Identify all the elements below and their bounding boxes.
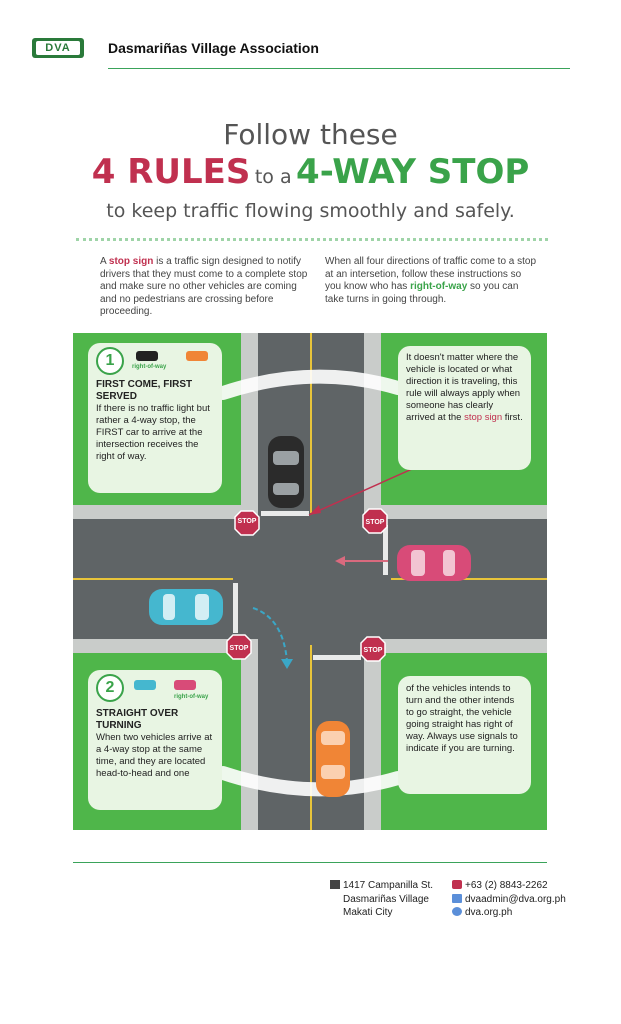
intro-left <box>100 256 312 319</box>
car-orange-south <box>316 721 350 797</box>
rule2-pink-car-badge <box>174 680 196 690</box>
phone-number: +63 (2) 8843-2262 <box>465 880 548 891</box>
intro-left-bold: stop sign <box>108 256 154 267</box>
footer-divider <box>73 862 547 863</box>
title-rules: 4 RULES <box>91 152 251 192</box>
header-divider <box>108 68 570 69</box>
stop-sign-east-text: STOP <box>365 519 385 526</box>
address-line3: Makati City <box>343 907 393 918</box>
rule2-blue-car-badge <box>134 680 156 690</box>
stop-sign-north-text: STOP <box>237 518 257 525</box>
address-line1: 1417 Campanilla St. <box>343 880 434 891</box>
car-pink-east <box>397 545 471 581</box>
intro-right-prefix: When all four directions of traffic come to a stop at an intersetion, follow these instructions so you know who has <box>325 256 537 292</box>
intro-right-rest: so you can take turns in going through. <box>325 281 519 305</box>
stop-bar-west <box>233 583 238 633</box>
rule2-badge-label: right-of-way <box>174 694 209 700</box>
dva-logo-text: DVA <box>36 41 80 55</box>
rule1-note-bold: stop sign <box>464 412 503 423</box>
title-line2 <box>0 152 621 192</box>
org-name: Dasmariñas Village Association <box>108 40 319 56</box>
title-line1: Follow these <box>223 118 398 151</box>
rule1-heading: FIRST COME, FIRST SERVED <box>96 379 193 402</box>
car-black-north <box>268 436 304 508</box>
website-link[interactable]: dva.org.ph <box>465 907 513 918</box>
rule2-body: When two vehicles arrive at a 4-way stop at the same time, and they are located head-to-head and one <box>96 732 213 779</box>
dotted-divider <box>76 238 548 241</box>
rule2-number: 2 <box>96 674 124 702</box>
rule1-note-card <box>398 346 531 470</box>
intro-right <box>325 256 537 306</box>
rule1-badge-label: right-of-way <box>132 364 167 370</box>
rule2-heading: STRAIGHT OVER TURNING <box>96 708 179 731</box>
address-line2: Dasmariñas Village <box>343 893 429 905</box>
rule2-note: of the vehicles intends to turn and the other intends to go straight, the vehicle going straight has right of way. Always use signals to indicate if you are turning. <box>406 683 518 754</box>
email-icon <box>452 894 462 903</box>
stop-bar-east <box>383 525 388 575</box>
rule1-note-suffix: first. <box>502 412 523 423</box>
phone-icon <box>452 880 462 889</box>
globe-icon <box>452 907 462 916</box>
footer-contact <box>452 879 566 920</box>
building-icon <box>330 880 340 889</box>
rule1-black-car-badge <box>136 351 158 361</box>
rule1-note-text: It doesn't matter where the vehicle is located or what direction it is traveling, this rule will always apply when someone has clearly arrived at the <box>406 352 521 423</box>
car-blue-west <box>149 589 223 625</box>
title-four-way: 4-WAY STOP <box>296 152 530 192</box>
stop-bar-south <box>313 655 361 660</box>
title-line3: to keep traffic flowing smoothly and safely. <box>106 200 515 222</box>
footer-address <box>330 879 433 920</box>
rule2-note-card <box>398 676 531 794</box>
rule1-number: 1 <box>96 347 124 375</box>
rule1-orange-car-badge <box>186 351 208 361</box>
rule1-card <box>88 343 222 493</box>
intro-left-prefix: A <box>100 256 109 267</box>
email-link[interactable]: dvaadmin@dva.org.ph <box>465 893 566 905</box>
rule1-note <box>406 352 524 424</box>
intro-right-bold: right-of-way <box>410 281 468 292</box>
intro-left-rest: is a traffic sign designed to notify drivers that they must come to a complete stop and make sure no other vehicles are coming and no pedestrians are crossing before proceeding. <box>100 256 308 317</box>
title-to-a: to a <box>254 166 292 188</box>
stop-bar-north <box>261 511 309 516</box>
stop-sign-west-text: STOP <box>229 645 249 652</box>
rule1-body: If there is no traffic light but rather a 4-way stop, the FIRST car to arrive at the intersection receives the right of way. <box>96 403 210 462</box>
rule2-card <box>88 670 222 810</box>
stop-sign-south-text: STOP <box>363 647 383 654</box>
